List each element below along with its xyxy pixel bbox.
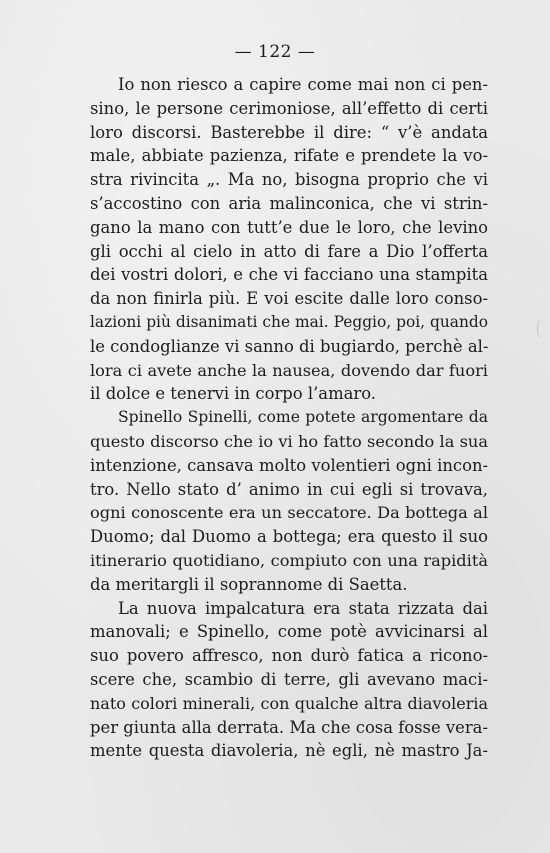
paragraph-1 [90,73,488,406]
paragraph-2 [90,406,488,596]
text-line: stra rivincita „. Ma no, bisogna proprio che vi [90,170,488,190]
text-line: Io non riesco a capire come mai non ci pen- [118,75,488,94]
text-line: le condoglianze vi sanno di bugiardo, perchè al- [90,336,489,356]
text-line: il dolce e tenervi in corpo l’amaro. [90,384,377,404]
body-text [90,73,488,763]
text-line: lazioni più disanimati che mai. Peggio, poi, quando [90,312,488,331]
text-line: manovali; e Spinello, come potè avvicinarsi al [90,622,488,642]
text-line: dei vostri dolori, e che vi facciano una stampita [90,265,488,285]
margin-smudge [537,320,544,338]
text-line: lora ci avete anche la nausea, dovendo dar fuori [90,360,488,380]
text-line: per giunta alla derrata. Ma che cosa fosse vera- [90,717,488,737]
text-line: loro discorsi. Basterebbe il dire: “ v’è andata [90,122,488,142]
text-line: mente questa diavoleria, nè egli, nè mastro Ja- [90,741,488,761]
text-line: male, abbiate pazienza, rifate e prendete la vo- [90,146,488,166]
text-line: sino, le persone cerimoniose, all’effetto di certi [90,98,488,118]
text-line: scere che, scambio di terre, gli avevano maci- [90,669,488,689]
text-line: tro. Nello stato d’ animo in cui egli si trovava, [90,479,488,499]
text-line: s’accostino con aria malinconica, che vi strin- [90,193,488,213]
text-line: questo discorso che io vi ho fatto secondo la sua [90,431,488,451]
text-line: La nuova impalcatura era stata rizzata dai [118,598,488,618]
text-line: itinerario quotidiano, compiuto con una rapidità [90,550,488,570]
text-line: suo povero affresco, non durò fatica a ricono- [90,646,488,666]
text-line: da meritargli il soprannome di Saetta. [90,574,408,594]
text-line: gano la mano con tutt’e due le loro, che levino [90,217,488,237]
text-line: da non finirla più. E voi escite dalle loro conso- [90,289,488,309]
text-line: Spinello Spinelli, come potete argomentare da [118,408,488,427]
page-number: — 122 — [234,42,316,62]
text-line: intenzione, cansava molto volentieri ogni incon- [90,455,489,475]
text-line: ogni conoscente era un seccatore. Da bottega al [90,503,488,523]
text-line: gli occhi al cielo in atto di fare a Dio l’offerta [90,241,488,261]
text-line: nato colori minerali, con qualche altra diavoleria [90,693,488,713]
paragraph-3 [90,597,488,764]
text-line: Duomo; dal Duomo a bottega; era questo il suo [90,527,488,547]
